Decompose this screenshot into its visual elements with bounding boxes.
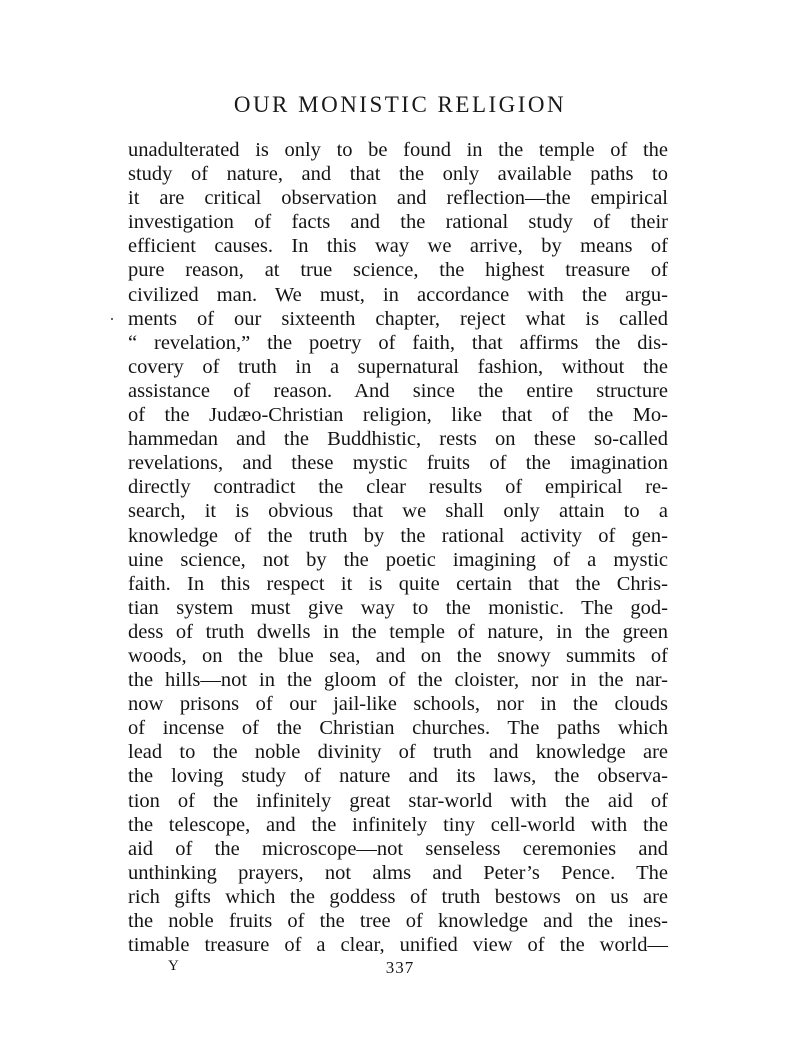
text-line: dess of truth dwells in the temple of nature, in the green [128,620,668,643]
signature-mark: Y [168,958,180,974]
text-line: efficient causes. In this way we arrive, by means of [128,235,668,258]
text-line: faith. In this respect it is quite certain that the Chris- [128,572,668,595]
text-line: study of nature, and that the only available paths to [128,163,668,186]
text-line: the loving study of nature and its laws, the observa- [128,765,668,788]
body-text [128,138,668,957]
text-line: the hills—not in the gloom of the cloister, nor in the nar- [128,669,668,692]
text-line: unthinking prayers, not alms and Peter’s Pence. The [128,861,668,884]
text-line: the telescope, and the infinitely tiny cell-world with the [128,813,668,836]
text-line: hammedan and the Buddhistic, rests on these so-called [128,428,668,451]
text-line: it are critical observation and reflection—the empirical [128,187,668,210]
text-line: search, it is obvious that we shall only attain to a [128,500,668,523]
print-speck [111,318,113,320]
text-line: revelations, and these mystic fruits of the imagination [128,452,668,475]
text-line: rich gifts which the goddess of truth bestows on us are [128,885,668,908]
page-footer [0,958,800,982]
text-line: pure reason, at true science, the highest treasure of [128,259,668,282]
text-line: unadulterated is only to be found in the temple of the [128,139,668,161]
text-line: now prisons of our jail-like schools, nor in the clouds [128,693,668,716]
text-line: directly contradict the clear results of empirical re- [128,476,668,499]
text-line: investigation of facts and the rational study of their [128,211,668,234]
text-line: tion of the infinitely great star-world with the aid of [128,789,668,812]
text-line: assistance of reason. And since the entire structure [128,379,668,402]
text-line: lead to the noble divinity of truth and knowledge are [128,741,668,764]
text-line: uine science, not by the poetic imagining of a mystic [128,548,668,571]
running-head-title: OUR MONISTIC RELIGION [233,92,567,117]
text-line: of incense of the Christian churches. The paths which [128,717,668,740]
text-line: aid of the microscope—not senseless ceremonies and [128,837,668,860]
text-line: of the Judæo-Christian religion, like that of the Mo- [128,404,668,427]
text-line: woods, on the blue sea, and on the snowy summits of [128,644,668,667]
text-line: timable treasure of a clear, unified view of the world— [128,934,668,957]
text-line: tian system must give way to the monistic. The god- [128,596,668,619]
text-line: ments of our sixteenth chapter, reject what is called [128,307,668,330]
text-line: civilized man. We must, in accordance with the argu- [128,283,668,306]
text-line: “ revelation,” the poetry of faith, that affirms the dis- [128,331,668,354]
text-line: knowledge of the truth by the rational activity of gen- [128,524,668,547]
text-line: the noble fruits of the tree of knowledge and the ines- [128,910,668,932]
page-number: 337 [385,958,415,977]
text-line: covery of truth in a supernatural fashion, without the [128,355,668,378]
